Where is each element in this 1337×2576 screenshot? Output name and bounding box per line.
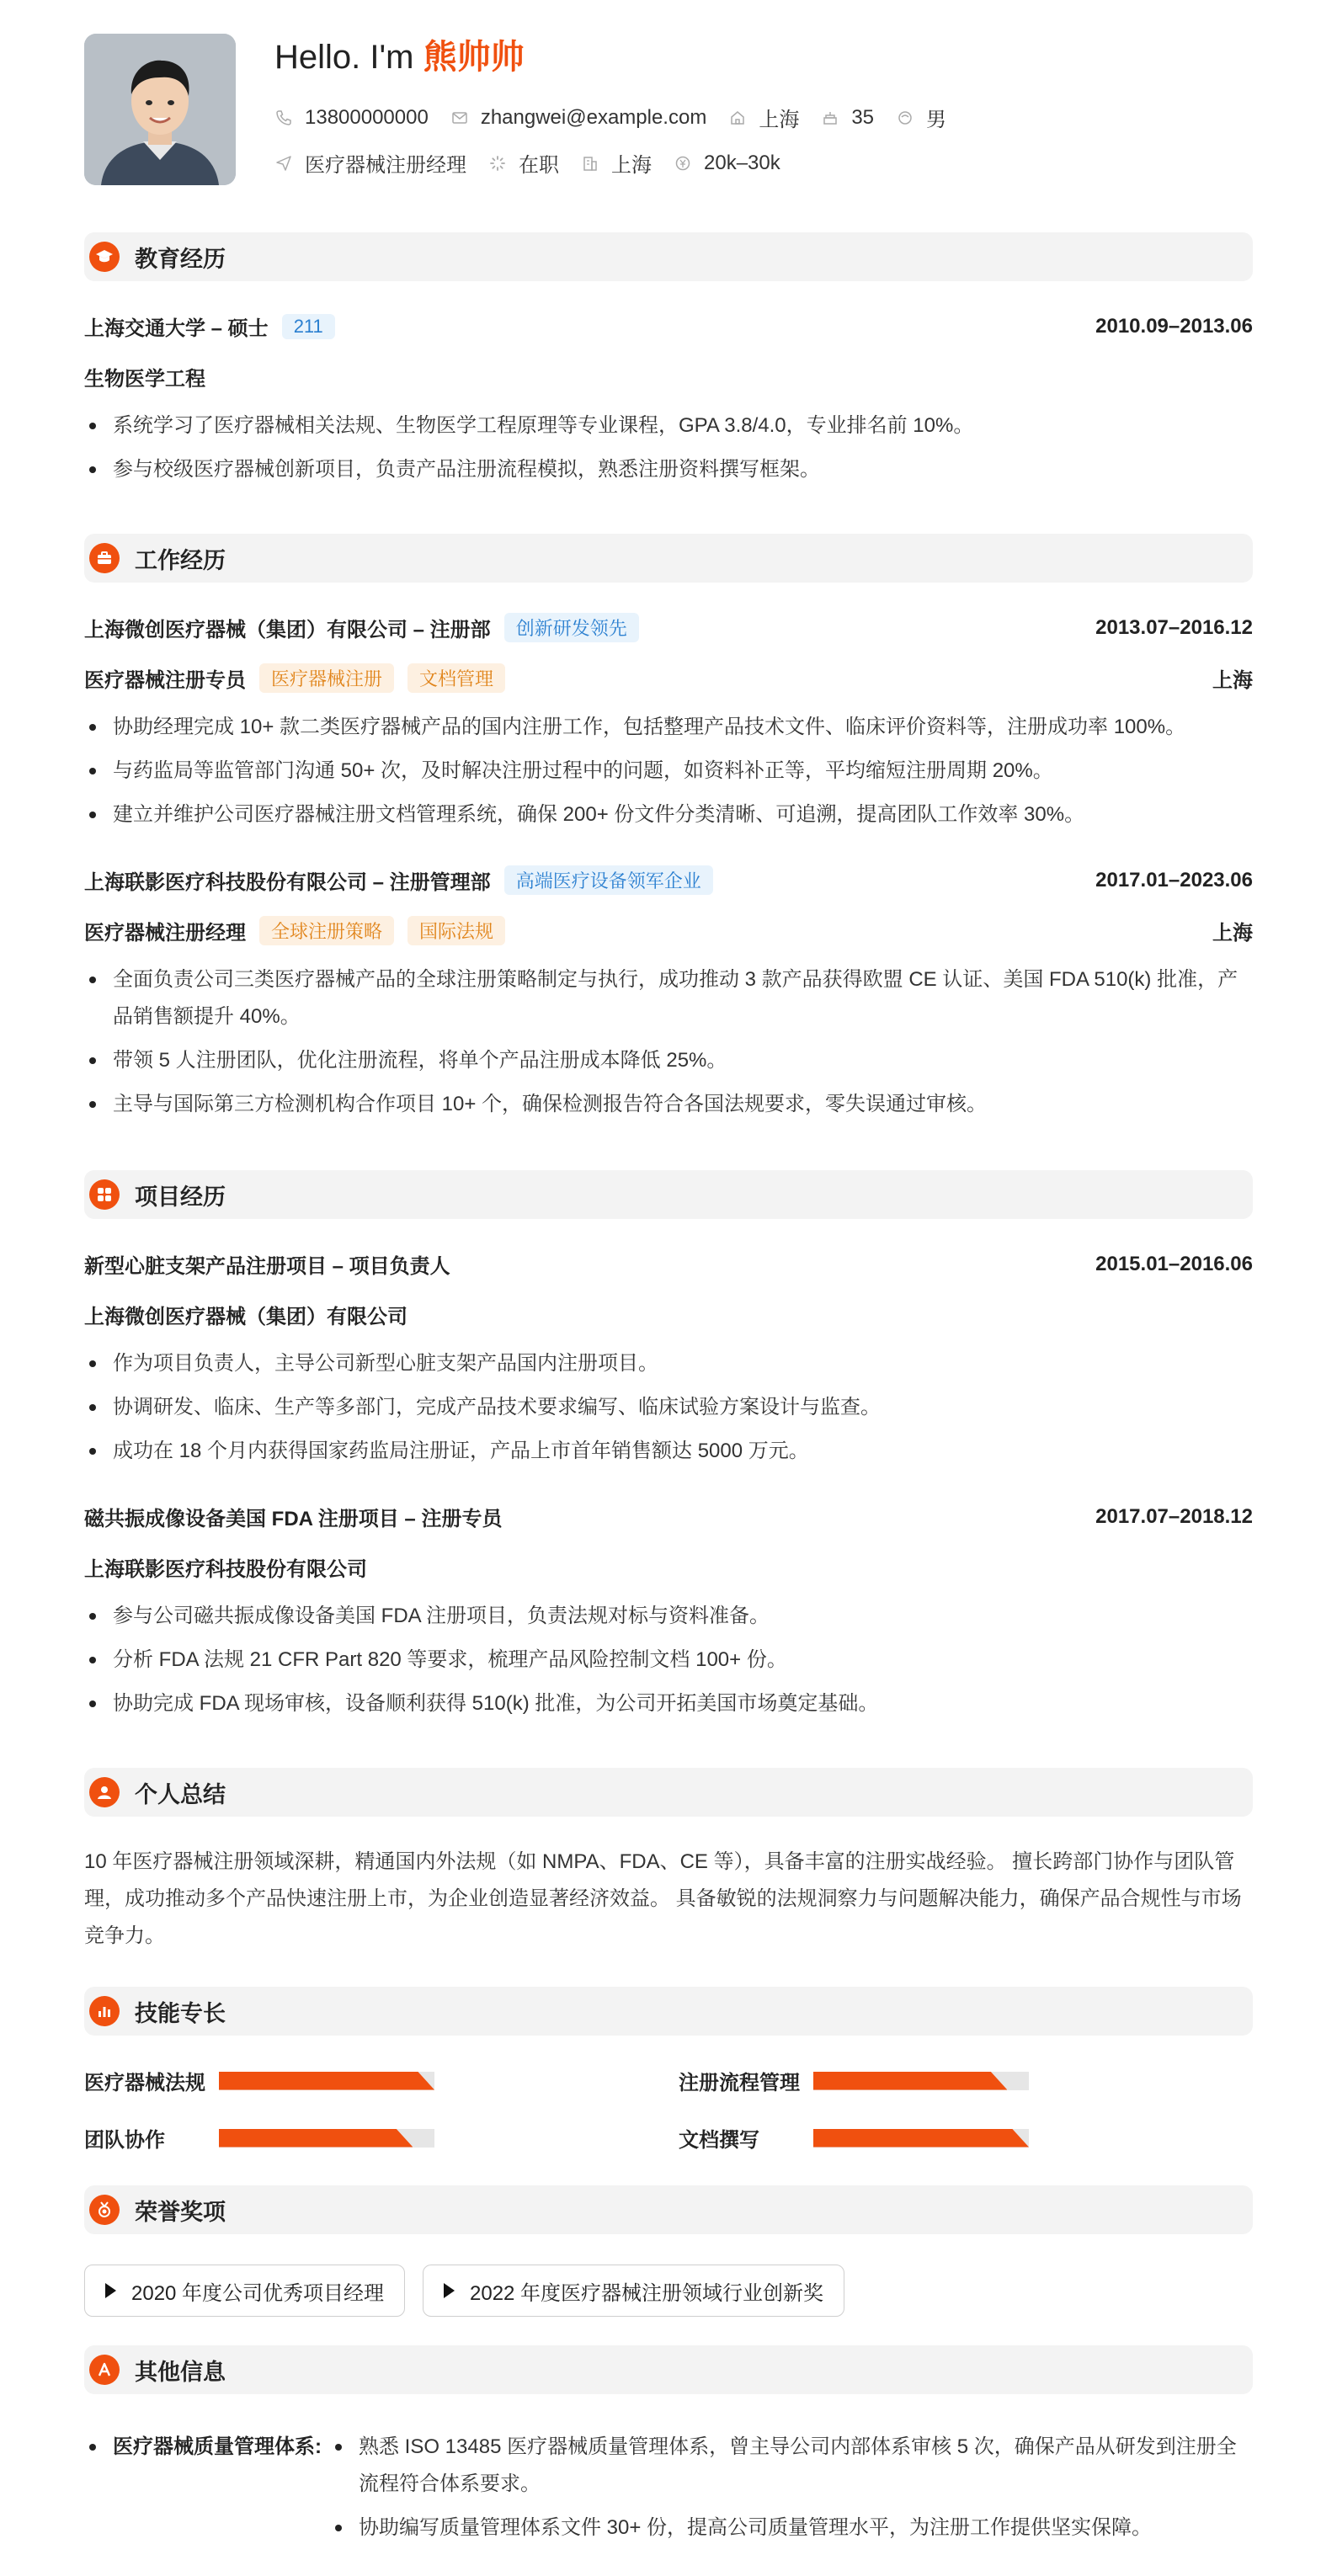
- building-icon: [581, 154, 599, 173]
- phone-icon: [274, 109, 293, 127]
- contact-row: [274, 103, 968, 132]
- medal-icon: [89, 2195, 120, 2225]
- work-1-header-row: [84, 613, 1253, 642]
- hometown-text: 上海: [759, 109, 800, 131]
- list-item: 全面负责公司三类医疗器械产品的全球注册策略制定与执行，成功推动 3 款产品获得欧盟 CE 认证、美国 FDA 510(k) 批准，产品销售额提升 40%。: [84, 961, 1253, 1035]
- email-item: [450, 106, 707, 130]
- work-date: 2013.07–2016.12: [1095, 615, 1253, 639]
- work-company: 上海联影医疗科技股份有限公司 – 注册管理部: [84, 871, 491, 894]
- award-text: 2022 年度医疗器械注册领域行业创新奖: [470, 2281, 824, 2305]
- summary-text: 10 年医疗器械注册领域深耕，精通国内外法规（如 NMPA、FDA、CE 等），具备丰富的注册实战经验。 擅长跨部门协作与团队管理，成功推动多个产品快速注册上市，为企业创造显著经济效益。 具备敏锐的法规洞察力与问题解决能力，确保产品合规性与市场竞争力。: [84, 1850, 1242, 1947]
- job-row: [274, 148, 802, 178]
- project-2-org-row: [84, 1552, 1253, 1582]
- project-1-bullets: [84, 1345, 1253, 1477]
- section-title: 教育经历: [135, 246, 226, 272]
- list-item: 参与公司磁共振成像设备美国 FDA 注册项目，负责法规对标与资料准备。: [84, 1598, 1253, 1635]
- work-role-tag: 国际法规: [407, 916, 505, 945]
- project-2-bullets: [84, 1598, 1253, 1729]
- letter-a-icon: [89, 2355, 120, 2385]
- mail-icon: [450, 109, 469, 127]
- work-company-tag: 高端医疗设备领军企业: [504, 865, 713, 895]
- work-role: 医疗器械注册经理: [84, 922, 246, 945]
- skill-bar-fill: [813, 2072, 1007, 2090]
- other-key: 医疗器械质量管理体系:: [113, 2435, 322, 2458]
- section-title: 个人总结: [135, 1781, 226, 1807]
- list-item: 成功在 18 个月内获得国家药监局注册证，产品上市首年销售额达 5000 万元。: [84, 1433, 1253, 1470]
- loading-icon: [488, 154, 507, 173]
- apps-icon: [89, 1179, 120, 1210]
- work-location: 上海: [1212, 922, 1253, 945]
- send-icon: [274, 154, 293, 173]
- list-item: 熟悉 ISO 13485 医疗器械质量管理体系，曾主导公司内部体系审核 5 次，确保产品从研发到注册全流程符合体系要求。: [330, 2429, 1253, 2503]
- skill-bar-fill: [813, 2129, 1029, 2148]
- project-2-header-row: [84, 1502, 1253, 1531]
- project-title: 新型心脏支架产品注册项目 – 项目负责人: [84, 1255, 450, 1278]
- skill-item: [679, 2123, 1029, 2153]
- home-icon: [728, 109, 747, 127]
- education-header-row: [84, 311, 1253, 341]
- education-tag: 211: [282, 314, 335, 339]
- position-text: 医疗器械注册经理: [305, 154, 466, 177]
- position-item: [274, 148, 466, 178]
- project-title: 磁共振成像设备美国 FDA 注册项目 – 注册专员: [84, 1508, 503, 1530]
- age-item: [821, 106, 874, 130]
- list-item: 作为项目负责人，主导公司新型心脏支架产品国内注册项目。: [84, 1345, 1253, 1382]
- education-major: 生物医学工程: [84, 368, 205, 391]
- list-item: 与药监局等监管部门沟通 50+ 次，及时解决注册过程中的问题，如资料补正等，平均缩短注册周期 20%。: [84, 753, 1253, 790]
- list-item: 主导与国际第三方检测机构合作项目 10+ 个，确保检测报告符合各国法规要求，零失误通过审核。: [84, 1086, 1253, 1123]
- work-2-role-row: [84, 916, 1253, 945]
- gender-item: [896, 103, 946, 132]
- skill-item: [679, 2066, 1029, 2095]
- skill-label: 团队协作: [84, 2129, 165, 2152]
- section-skills: [84, 1987, 1253, 2036]
- project-org: 上海微创医疗器械（集团）有限公司: [84, 1306, 407, 1328]
- award-text: 2020 年度公司优秀项目经理: [131, 2281, 385, 2305]
- section-other: [84, 2345, 1253, 2394]
- graduation-cap-icon: [89, 242, 120, 272]
- skill-bar-fill: [219, 2072, 434, 2090]
- candidate-name: 熊帅帅: [423, 39, 525, 76]
- email-text: zhangwei@example.com: [480, 105, 707, 129]
- skill-item: [84, 2066, 434, 2095]
- list-item: 系统学习了医疗器械相关法规、生物医学工程原理等专业课程，GPA 3.8/4.0，专业排名前 10%。: [84, 407, 1253, 444]
- education-major-row: [84, 362, 1253, 391]
- project-date: 2017.07–2018.12: [1095, 1504, 1253, 1528]
- list-item: 协助完成 FDA 现场审核，设备顺利获得 510(k) 批准，为公司开拓美国市场奠定基础。: [84, 1685, 1253, 1722]
- hometown-item: [728, 103, 799, 132]
- status-text: 在职: [519, 154, 559, 177]
- greeting-line: [274, 34, 525, 81]
- city-text: 上海: [611, 154, 652, 177]
- education-bullets: [84, 407, 1253, 495]
- skill-bar: [813, 2129, 1029, 2148]
- section-title: 技能专长: [135, 2000, 226, 2026]
- work-1-bullets: [84, 709, 1253, 840]
- bar-chart-icon: [89, 1996, 120, 2026]
- section-title: 工作经历: [135, 547, 226, 573]
- cake-icon: [821, 109, 839, 127]
- skill-label: 医疗器械法规: [84, 2072, 205, 2094]
- list-item: 带领 5 人注册团队，优化注册流程，将单个产品注册成本降低 25%。: [84, 1042, 1253, 1079]
- play-triangle-icon: [105, 2283, 116, 2298]
- work-2-header-row: [84, 865, 1253, 895]
- user-icon: [89, 1777, 120, 1807]
- list-item: 协调研发、临床、生产等多部门，完成产品技术要求编写、临床试验方案设计与监查。: [84, 1389, 1253, 1426]
- play-triangle-icon: [444, 2283, 455, 2298]
- work-2-bullets: [84, 961, 1253, 1130]
- work-company: 上海微创医疗器械（集团）有限公司 – 注册部: [84, 619, 491, 641]
- award-chip: [84, 2265, 405, 2317]
- skill-item: [84, 2123, 434, 2153]
- list-item: 分析 FDA 法规 21 CFR Part 820 等要求，梳理产品风险控制文档 100+ 份。: [84, 1642, 1253, 1679]
- status-item: [488, 148, 559, 178]
- salary-text: 20k–30k: [704, 151, 780, 174]
- skill-bar: [219, 2072, 434, 2090]
- work-1-role-row: [84, 663, 1253, 693]
- phone-item: [274, 106, 429, 130]
- skill-label: 注册流程管理: [679, 2072, 800, 2094]
- salary-item: [674, 152, 780, 175]
- age-text: 35: [851, 105, 875, 129]
- phone-text: 13800000000: [305, 105, 429, 129]
- section-awards: [84, 2185, 1253, 2234]
- resume-header: [84, 34, 1253, 185]
- work-role-tag: 全球注册策略: [259, 916, 394, 945]
- work-role-tag: 文档管理: [407, 663, 505, 693]
- gender-icon: [896, 109, 914, 127]
- education-date: 2010.09–2013.06: [1095, 314, 1253, 338]
- money-icon: [674, 154, 692, 173]
- list-item: 协助编写质量管理体系文件 30+ 份，提高公司质量管理水平，为注册工作提供坚实保障。: [330, 2509, 1253, 2547]
- work-location: 上海: [1212, 669, 1253, 692]
- city-item: [581, 148, 652, 178]
- section-summary: [84, 1768, 1253, 1817]
- skill-bar: [219, 2129, 434, 2148]
- work-company-tag: 创新研发领先: [504, 613, 639, 642]
- section-education: [84, 232, 1253, 281]
- award-chip: [423, 2265, 844, 2317]
- section-work: [84, 534, 1253, 583]
- project-org: 上海联影医疗科技股份有限公司: [84, 1558, 367, 1581]
- list-item: 参与校级医疗器械创新项目，负责产品注册流程模拟，熟悉注册资料撰写框架。: [84, 451, 1253, 488]
- skill-bar: [813, 2072, 1029, 2090]
- project-1-header-row: [84, 1249, 1253, 1279]
- bullet-dot: [89, 2444, 96, 2451]
- work-role-tag: 医疗器械注册: [259, 663, 394, 693]
- project-1-org-row: [84, 1300, 1253, 1329]
- avatar: [84, 34, 236, 185]
- briefcase-icon: [89, 543, 120, 573]
- gender-text: 男: [926, 109, 947, 131]
- other-items: [330, 2429, 1253, 2553]
- section-title: 其他信息: [135, 2359, 226, 2385]
- greeting-text: Hello. I'm: [274, 39, 414, 76]
- list-item: 协助经理完成 10+ 款二类医疗器械产品的国内注册工作，包括整理产品技术文件、临床评价资料等，注册成功率 100%。: [84, 709, 1253, 746]
- section-projects: [84, 1170, 1253, 1219]
- section-title: 荣誉奖项: [135, 2199, 226, 2225]
- work-date: 2017.01–2023.06: [1095, 868, 1253, 891]
- section-title: 项目经历: [135, 1184, 226, 1210]
- skill-label: 文档撰写: [679, 2129, 759, 2152]
- list-item: 建立并维护公司医疗器械注册文档管理系统，确保 200+ 份文件分类清晰、可追溯，提高团队工作效率 30%。: [84, 796, 1253, 833]
- education-school: 上海交通大学 – 硕士: [84, 317, 269, 340]
- work-role: 医疗器械注册专员: [84, 669, 246, 692]
- skill-bar-fill: [219, 2129, 413, 2148]
- project-date: 2015.01–2016.06: [1095, 1252, 1253, 1275]
